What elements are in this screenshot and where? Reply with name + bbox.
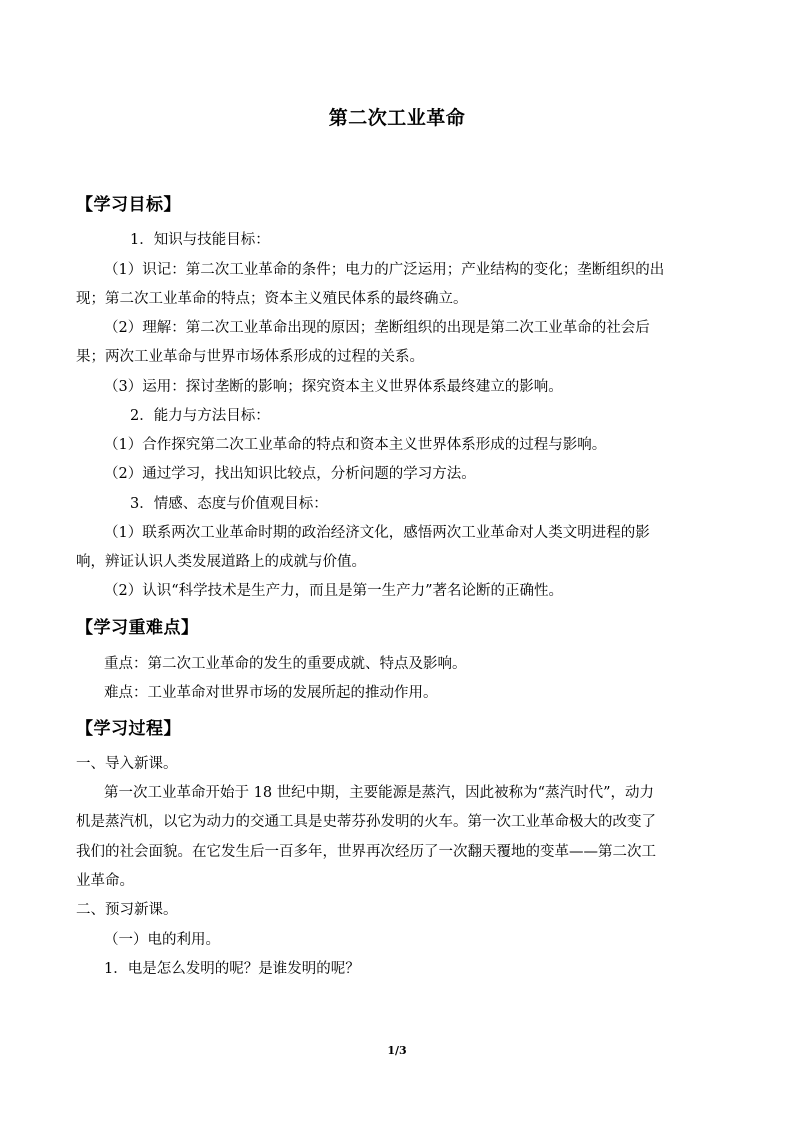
paragraph-line: 二、预习新课。: [76, 902, 178, 918]
paragraph-line: 我们的社会面貌。在它发生后一百多年，世界再次经历了一次翻天覆地的变革——第二次工: [76, 844, 656, 860]
paragraph-line: （3）运用：探讨垄断的影响；探究资本主义世界体系最终建立的影响。: [104, 379, 563, 395]
paragraph-line: 响，辨证认识人类发展道路上的成就与价值。: [76, 554, 366, 570]
paragraph-line: 现；第二次工业革命的特点；资本主义殖民体系的最终确立。: [76, 291, 468, 307]
paragraph-line: 果；两次工业革命与世界市场体系形成的过程的关系。: [76, 349, 424, 365]
paragraph-line: （1）联系两次工业革命时期的政治经济文化，感悟两次工业革命对人类文明进程的影: [104, 525, 650, 541]
paragraph-line: 重点：第二次工业革命的发生的重要成就、特点及影响。: [104, 656, 467, 672]
paragraph-line: 业革命。: [76, 873, 134, 889]
paragraph-line: （1）合作探究第二次工业革命的特点和资本主义世界体系形成的过程与影响。: [104, 437, 607, 453]
paragraph-line: 难点：工业革命对世界市场的发展所起的推动作用。: [104, 685, 438, 701]
paragraph-line: 机是蒸汽机，以它为动力的交通工具是史蒂芬孙发明的火车。第一次工业革命极大的改变了: [76, 814, 656, 830]
paragraph-line: （一）电的利用。: [104, 932, 220, 948]
paragraph-line: 第一次工业革命开始于 18 世纪中期，主要能源是蒸汽，因此被称为“蒸汽时代”，动力: [104, 785, 654, 801]
paragraph-line: （2）通过学习，找出知识比较点，分析问题的学习方法。: [104, 466, 476, 482]
paragraph-line: 3．情感、态度与价值观目标：: [130, 496, 328, 512]
section-heading-key-points: 【学习重难点】: [76, 618, 199, 638]
section-heading-process: 【学习过程】: [76, 719, 181, 739]
document-title: 第二次工业革命: [328, 107, 466, 129]
paragraph-line: 一、导入新课。: [76, 756, 178, 772]
section-heading-goals: 【学习目标】: [76, 195, 181, 215]
paragraph-line: 1．知识与技能目标：: [130, 232, 270, 248]
paragraph-line: 1．电是怎么发明的呢？是谁发明的呢？: [104, 961, 360, 977]
paragraph-line: （1）识记：第二次工业革命的条件；电力的广泛运用；产业结构的变化；垄断组织的出: [104, 262, 665, 278]
paragraph-line: 2．能力与方法目标：: [130, 408, 270, 424]
paragraph-line: （2）认识“科学技术是生产力，而且是第一生产力”著名论断的正确性。: [104, 583, 564, 599]
paragraph-line: （2）理解：第二次工业革命出现的原因；垄断组织的出现是第二次工业革命的社会后: [104, 320, 650, 336]
page-number: 1/3: [387, 1044, 407, 1057]
